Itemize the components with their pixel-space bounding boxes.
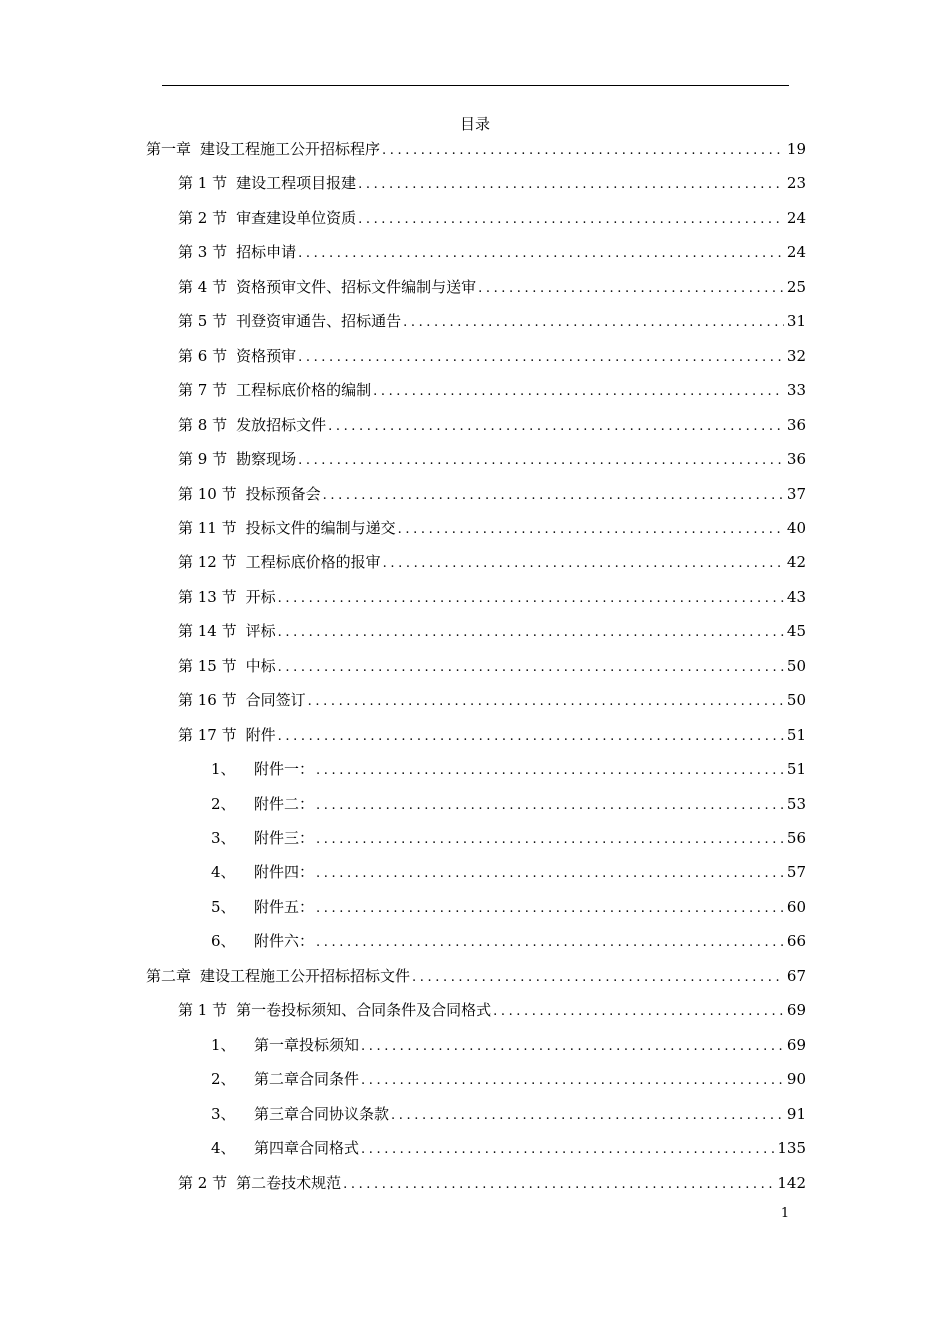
toc-entry-text: 资格预审文件、招标文件编制与送审 (236, 278, 477, 296)
toc-entry-label (178, 550, 381, 574)
toc-entry-page: 56 (786, 829, 806, 847)
toc-entry-label (178, 1171, 341, 1195)
toc-entry-text: 工程标底价格的编制 (236, 381, 372, 399)
toc-entry-label (211, 895, 314, 919)
toc-entry-number: 第 3 节 (178, 243, 228, 261)
toc-entry-text: 评标 (245, 622, 276, 640)
toc-entry-text: 发放招标文件 (236, 416, 327, 434)
toc-entry-page: 40 (786, 519, 806, 537)
toc-entry-text: 附件三： (254, 829, 315, 847)
toc-entry[interactable] (178, 688, 806, 712)
toc-entry-page: 90 (786, 1070, 806, 1088)
toc-entry-page: 37 (786, 485, 806, 503)
toc-entry-page: 51 (786, 760, 806, 778)
toc-entry[interactable] (178, 585, 806, 609)
toc-entry-page: 50 (786, 657, 806, 675)
toc-entry[interactable] (178, 1171, 806, 1195)
toc-entry-text: 附件 (245, 726, 276, 744)
toc-dot-leader (412, 966, 784, 990)
toc-entry-text: 开标 (245, 588, 276, 606)
toc-entry[interactable] (178, 240, 806, 264)
toc-entry-page: 53 (786, 795, 806, 813)
toc-entry-number: 5、 (211, 898, 236, 916)
toc-entry[interactable] (178, 206, 806, 230)
toc-entry-label (178, 275, 476, 299)
toc-dot-leader (398, 518, 784, 542)
toc-dot-leader (361, 1069, 784, 1093)
toc-entry-label (178, 654, 276, 678)
toc-entry-page: 24 (786, 209, 806, 227)
toc-entry-text: 附件二： (254, 795, 315, 813)
toc-dot-leader (278, 621, 784, 645)
toc-entry-text: 第一章投标须知 (254, 1036, 360, 1054)
toc-entry-label (178, 447, 296, 471)
toc-entry-text: 建设工程施工公开招标招标文件 (200, 967, 411, 985)
toc-entry-label (211, 929, 314, 953)
toc-entry[interactable] (178, 482, 806, 506)
toc-entry-text: 中标 (245, 657, 276, 675)
toc-dot-leader (323, 484, 784, 508)
toc-entry-number: 第二章 (146, 967, 192, 985)
toc-entry-label (178, 240, 296, 264)
toc-entry[interactable] (211, 895, 806, 919)
toc-entry-page: 135 (777, 1139, 806, 1157)
toc-entry-number: 第 12 节 (178, 553, 237, 571)
toc-entry-label (146, 137, 380, 161)
toc-dot-leader (316, 759, 784, 783)
toc-dot-leader (316, 794, 784, 818)
toc-entry-number: 第 8 节 (178, 416, 228, 434)
toc-entry-number: 第 13 节 (178, 588, 237, 606)
toc-entry-number: 第 4 节 (178, 278, 228, 296)
toc-entry-label (211, 860, 314, 884)
toc-entry-number: 第 7 节 (178, 381, 228, 399)
toc-entry-page: 42 (786, 553, 806, 571)
toc-entry[interactable] (211, 792, 806, 816)
toc-entry-number: 第 16 节 (178, 691, 237, 709)
toc-entry-label (178, 378, 371, 402)
toc-entry[interactable] (178, 723, 806, 747)
page-number: 1 (780, 1206, 790, 1221)
toc-entry[interactable] (146, 137, 806, 161)
toc-dot-leader (316, 828, 784, 852)
toc-entry-number: 第 14 节 (178, 622, 237, 640)
toc-entry-text: 勘察现场 (236, 450, 297, 468)
toc-entry-text: 刊登资审通告、招标通告 (236, 312, 402, 330)
toc-entry-label (178, 171, 356, 195)
toc-dot-leader (361, 1035, 784, 1059)
toc-entry[interactable] (211, 826, 806, 850)
toc-entry-number: 1、 (211, 760, 236, 778)
toc-entry-number: 3、 (211, 1105, 236, 1123)
toc-entry-label (178, 516, 396, 540)
toc-dot-leader (383, 552, 784, 576)
toc-entry-text: 合同签订 (245, 691, 306, 709)
toc-entry-number: 第 15 节 (178, 657, 237, 675)
toc-dot-leader (298, 449, 784, 473)
toc-entry[interactable] (178, 344, 806, 368)
toc-entry-number: 1、 (211, 1036, 236, 1054)
toc-dot-leader (478, 277, 784, 301)
toc-entry-number: 第 1 节 (178, 1001, 228, 1019)
toc-entry-page: 60 (786, 898, 806, 916)
toc-entry[interactable] (178, 378, 806, 402)
toc-dot-leader (358, 208, 784, 232)
toc-entry-page: 25 (786, 278, 806, 296)
toc-entry-label (178, 482, 321, 506)
toc-entry-text: 附件六： (254, 932, 315, 950)
toc-dot-leader (316, 931, 784, 955)
toc-entry-page: 142 (777, 1174, 806, 1192)
toc-entry[interactable] (178, 309, 806, 333)
toc-entry[interactable] (178, 998, 806, 1022)
toc-dot-leader (403, 311, 784, 335)
toc-entry-label (178, 619, 276, 643)
toc-entry-label (178, 688, 306, 712)
toc-entry-label (211, 1136, 359, 1160)
toc-entry-text: 审查建设单位资质 (236, 209, 357, 227)
toc-entry-text: 第二章合同条件 (254, 1070, 360, 1088)
toc-entry-page: 69 (786, 1001, 806, 1019)
toc-dot-leader (493, 1000, 784, 1024)
toc-entry[interactable] (211, 1033, 806, 1057)
toc-entry-number: 第 5 节 (178, 312, 228, 330)
toc-entry-text: 第四章合同格式 (254, 1139, 360, 1157)
toc-entry-page: 43 (786, 588, 806, 606)
toc-entry-page: 32 (786, 347, 806, 365)
toc-entry-text: 资格预审 (236, 347, 297, 365)
toc-entry-page: 57 (786, 863, 806, 881)
toc-entry[interactable] (211, 1102, 806, 1126)
toc-entry-text: 第二卷技术规范 (236, 1174, 342, 1192)
toc-entry[interactable] (178, 619, 806, 643)
toc-dot-leader (298, 346, 784, 370)
toc-entry-page: 45 (786, 622, 806, 640)
toc-dot-leader (316, 862, 784, 886)
toc-entry-label (178, 206, 356, 230)
toc-entry-page: 50 (786, 691, 806, 709)
toc-entry-number: 第 11 节 (178, 519, 237, 537)
toc-entry-page: 36 (786, 416, 806, 434)
toc-entry-number: 2、 (211, 795, 236, 813)
toc-entry-page: 23 (786, 174, 806, 192)
toc-entry-number: 2、 (211, 1070, 236, 1088)
toc-entry-label (178, 998, 491, 1022)
toc-entry-number: 第 9 节 (178, 450, 228, 468)
toc-entry-number: 第 1 节 (178, 174, 228, 192)
toc-dot-leader (343, 1173, 774, 1197)
header-rule (162, 85, 789, 86)
toc-entry-page: 33 (786, 381, 806, 399)
toc-entry[interactable] (211, 860, 806, 884)
toc-entry-number: 第 6 节 (178, 347, 228, 365)
toc-entry-label (211, 1067, 359, 1091)
toc-entry-number: 4、 (211, 863, 236, 881)
toc-dot-leader (278, 587, 784, 611)
toc-entry-label (211, 826, 314, 850)
toc-dot-leader (373, 380, 784, 404)
toc-dot-leader (391, 1104, 784, 1128)
toc-entry-text: 附件一： (254, 760, 315, 778)
toc-entry-number: 3、 (211, 829, 236, 847)
toc-entry[interactable] (178, 516, 806, 540)
toc-entry[interactable] (178, 275, 806, 299)
toc-dot-leader (361, 1138, 774, 1162)
toc-entry-page: 31 (786, 312, 806, 330)
toc-entry-text: 建设工程项目报建 (236, 174, 357, 192)
toc-entry-text: 附件四： (254, 863, 315, 881)
toc-entry-number: 第一章 (146, 140, 192, 158)
toc-entry-label (211, 792, 314, 816)
toc-entry-label (211, 757, 314, 781)
toc-entry-label (178, 413, 326, 437)
toc-entry-page: 19 (786, 140, 806, 158)
toc-entry-label (178, 309, 401, 333)
toc-entry-page: 66 (786, 932, 806, 950)
toc-entry-page: 51 (786, 726, 806, 744)
toc-entry-label (146, 964, 410, 988)
toc-entry[interactable] (178, 447, 806, 471)
toc-entry-number: 第 2 节 (178, 209, 228, 227)
toc-entry-text: 招标申请 (236, 243, 297, 261)
toc-entry-number: 第 10 节 (178, 485, 237, 503)
toc-entry-number: 第 17 节 (178, 726, 237, 744)
toc-entry-label (178, 585, 276, 609)
toc-entry-page: 36 (786, 450, 806, 468)
toc-dot-leader (316, 897, 784, 921)
toc-dot-leader (328, 415, 784, 439)
toc-entry[interactable] (211, 929, 806, 953)
toc-entry-number: 4、 (211, 1139, 236, 1157)
toc-entry[interactable] (178, 550, 806, 574)
toc-entry[interactable] (146, 964, 806, 988)
toc-entry[interactable] (178, 654, 806, 678)
toc-entry-text: 附件五： (254, 898, 315, 916)
toc-entry-text: 建设工程施工公开招标程序 (200, 140, 381, 158)
toc-dot-leader (382, 139, 784, 163)
toc-entry-page: 91 (786, 1105, 806, 1123)
toc-entry-label (211, 1102, 389, 1126)
toc-entry-page: 69 (786, 1036, 806, 1054)
toc-entry-text: 第三章合同协议条款 (254, 1105, 390, 1123)
toc-entry-text: 第一卷投标须知、合同条件及合同格式 (236, 1001, 492, 1019)
toc-entry[interactable] (178, 413, 806, 437)
toc-entry-page: 67 (786, 967, 806, 985)
toc-entry-label (211, 1033, 359, 1057)
toc-dot-leader (278, 725, 784, 749)
toc-entry-text: 投标文件的编制与递交 (245, 519, 396, 537)
toc-dot-leader (278, 656, 784, 680)
toc-entry-number: 6、 (211, 932, 236, 950)
toc-entry-page: 24 (786, 243, 806, 261)
toc-entry-number: 第 2 节 (178, 1174, 228, 1192)
toc-entry-text: 投标预备会 (245, 485, 321, 503)
toc-dot-leader (358, 173, 784, 197)
toc-entry-label (178, 723, 276, 747)
toc-entry[interactable] (211, 757, 806, 781)
toc-entry-text: 工程标底价格的报审 (245, 553, 381, 571)
toc-entry[interactable] (211, 1067, 806, 1091)
toc-entry-label (178, 344, 296, 368)
toc-title: 目录 (459, 115, 490, 133)
toc-dot-leader (308, 690, 784, 714)
toc-entry[interactable] (178, 171, 806, 195)
toc-entry[interactable] (211, 1136, 806, 1160)
toc-dot-leader (298, 242, 784, 266)
